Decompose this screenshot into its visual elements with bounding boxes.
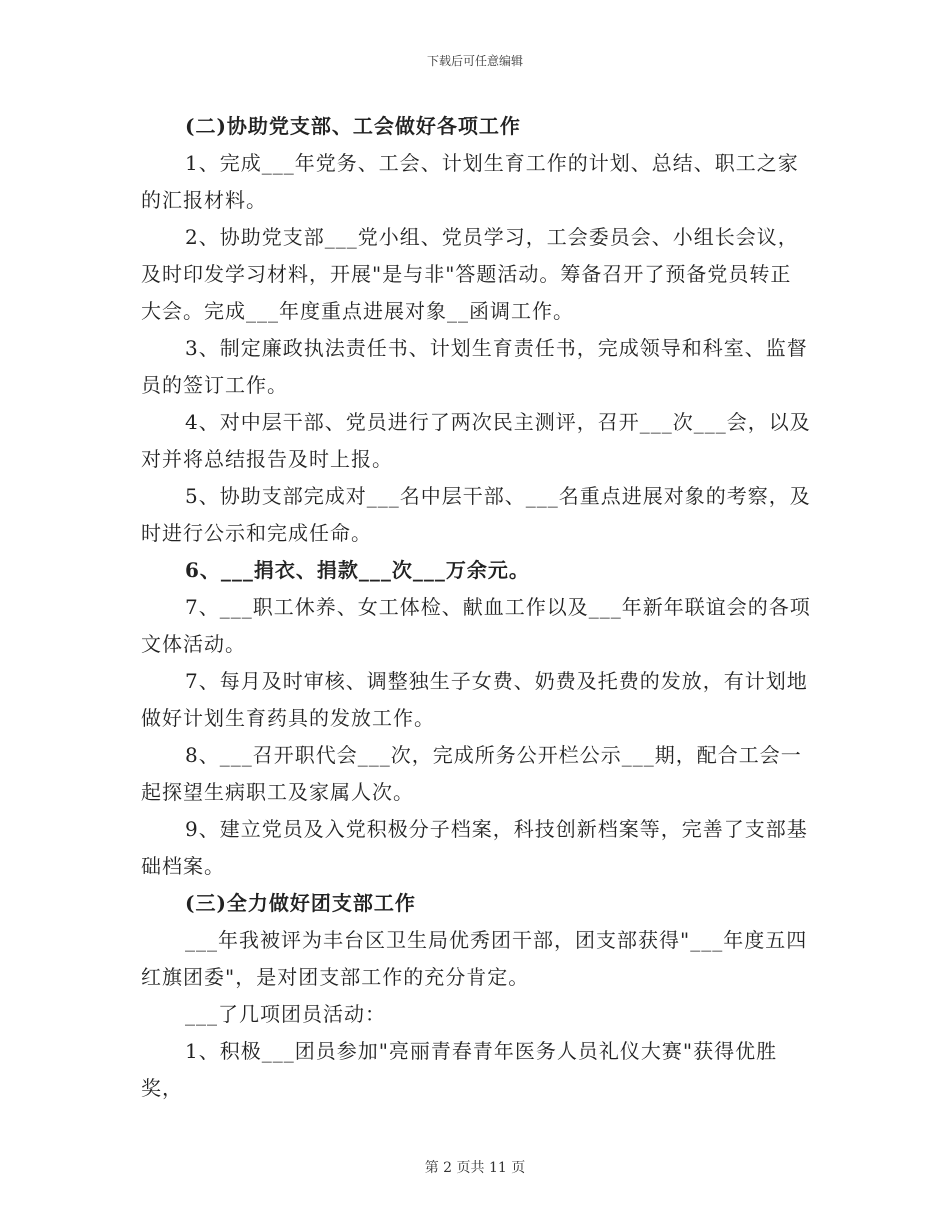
paragraph: ___年我被评为丰台区卫生局优秀团干部，团支部获得"___年度五四红旗团委"，是对团支部工作的充分肯定。 (141, 928, 808, 989)
paragraph: ___了几项团员活动： (185, 1002, 386, 1026)
paragraph: 9、建立党员及入党积极分子档案，科技创新档案等，完善了支部基础档案。 (141, 817, 808, 878)
paragraph: 1、积极___团员参加"亮丽青春青年医务人员礼仪大赛"获得优胜奖， (141, 1039, 778, 1100)
paragraph: 4、对中层干部、党员进行了两次民主测评，召开___次___会，以及对并将总结报告及时上报。 (141, 410, 811, 471)
paragraph: (三)全力做好团支部工作 (185, 891, 416, 915)
paragraph: 6、___捐衣、捐款___次___万余元。 (185, 558, 530, 582)
paragraph: 7、每月及时审核、调整独生子女费、奶费及托费的发放，有计划地做好计划生育药具的发放工作。 (141, 669, 808, 730)
paragraph: 7、___职工休养、女工体检、献血工作以及___年新年联谊会的各项文体活动。 (141, 595, 811, 656)
paragraph: 1、完成___年党务、工会、计划生育工作的计划、总结、职工之家的汇报材料。 (141, 151, 799, 212)
paragraph: (二)协助党支部、工会做好各项工作 (185, 114, 521, 138)
paragraph: 5、协助支部完成对___名中层干部、___名重点进展对象的考察，及时进行公示和完成任命。 (141, 484, 811, 545)
document-body (141, 108, 811, 1107)
page-footer: 第 2 页共 11 页 (424, 1160, 526, 1176)
paragraph: 3、制定廉政执法责任书、计划生育责任书，完成领导和科室、监督员的签订工作。 (141, 336, 808, 397)
paragraph: 2、协助党支部___党小组、党员学习，工会委员会、小组长会议，及时印发学习材料，开展"是与非"答题活动。筹备召开了预备党员转正大会。完成___年度重点进展对象__函调工作。 (141, 225, 799, 323)
page-header: 下载后可任意编辑 (426, 54, 523, 68)
paragraph: 8、___召开职代会___次，完成所务公开栏公示___期，配合工会一起探望生病职工及家属人次。 (141, 743, 802, 804)
